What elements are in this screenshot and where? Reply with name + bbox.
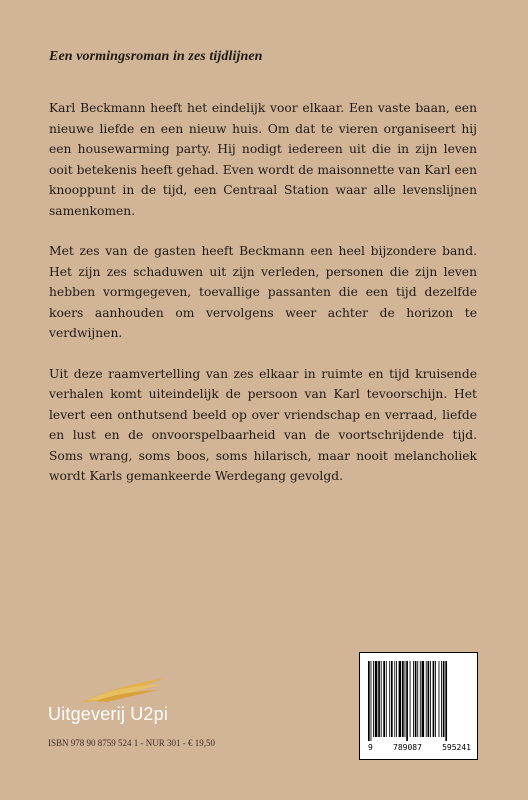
barcode-bar xyxy=(410,661,411,737)
barcode-bar xyxy=(439,661,440,737)
barcode-digits xyxy=(368,743,471,753)
barcode-bar xyxy=(441,661,442,737)
barcode-bars xyxy=(368,661,471,741)
isbn-line: ISBN 978 90 8759 524 1 - NUR 301 - € 19,50 xyxy=(48,738,216,748)
barcode-bar xyxy=(368,661,370,741)
barcode-bar xyxy=(375,661,378,737)
barcode-bar xyxy=(383,661,385,737)
barcode-digit-first: 9 xyxy=(368,743,373,752)
cover-subtitle: Een vormingsroman in zes tijdlijnen xyxy=(49,49,263,64)
barcode-bar xyxy=(430,661,431,737)
blurb-paragraph-2: Met zes van de gasten heeft Beckmann een heel bijzondere band. Het zijn zes schaduwen uit zijn verleden, personen die zijn leven hebben vormgegeven, toevallige passanten die een tijd dezelfde koers aanhouden om vervolgens weer achter de horizon te verdwijnen. xyxy=(49,244,477,340)
barcode-bar xyxy=(389,661,390,737)
barcode-bar xyxy=(420,661,421,737)
barcode-bar xyxy=(406,661,408,741)
barcode-bar xyxy=(399,661,402,737)
barcode-bar xyxy=(426,661,427,737)
isbn-barcode xyxy=(359,652,478,760)
golden-wing-icon xyxy=(77,676,167,704)
barcode-bar xyxy=(378,661,380,737)
barcode-bar xyxy=(373,661,374,737)
barcode-bar xyxy=(428,661,430,737)
barcode-bar xyxy=(433,661,435,737)
barcode-bar xyxy=(435,661,436,737)
barcode-bar xyxy=(443,661,445,737)
blurb-paragraph-3: Uit deze raamvertelling van zes elkaar in ruimte en tijd kruisende verhalen komt uiteindelijk de persoon van Karl tevoorschijn. Het levert een onthutsend beeld op over vriendschap en verraad, liefde en lust en de onvoorspelbaarheid van de voortschrijdende tijd. Soms wrang, soms boos, soms hilarisch, maar nooit melancholiek wordt Karls gemankeerde Werdegang gevolgd. xyxy=(49,366,477,483)
barcode-bar xyxy=(422,661,425,737)
barcode-bar xyxy=(391,661,393,737)
barcode-bar xyxy=(445,661,447,741)
barcode-bar xyxy=(371,661,372,741)
publisher-name: Uitgeverij U2pi xyxy=(48,704,169,724)
barcode-digits-left: 789087 xyxy=(393,743,422,752)
barcode-bar xyxy=(413,661,414,737)
barcode-bar xyxy=(394,661,395,737)
barcode-bar xyxy=(405,661,406,737)
barcode-bar xyxy=(396,661,397,737)
publisher-logo xyxy=(48,676,218,724)
barcode-bar xyxy=(415,661,417,737)
blurb-paragraph-1: Karl Beckmann heeft het eindelijk voor elkaar. Een vaste baan, een nieuwe liefde en een nieuw huis. Om dat te vieren organiseert hij een housewarming party. Hij nodigt iedereen uit die in zijn leven ooit betekenis heeft gehad. Even wordt de maisonnette van Karl een knooppunt in de tijd, een Centraal Station waar alle levenslijnen samenkomen. xyxy=(49,101,477,218)
barcode-bar xyxy=(381,661,382,737)
back-cover-blurb xyxy=(49,98,477,507)
barcode-bar xyxy=(402,661,404,737)
barcode-bar xyxy=(417,661,418,737)
barcode-digits-right: 595241 xyxy=(442,743,471,752)
barcode-bar xyxy=(386,661,387,737)
